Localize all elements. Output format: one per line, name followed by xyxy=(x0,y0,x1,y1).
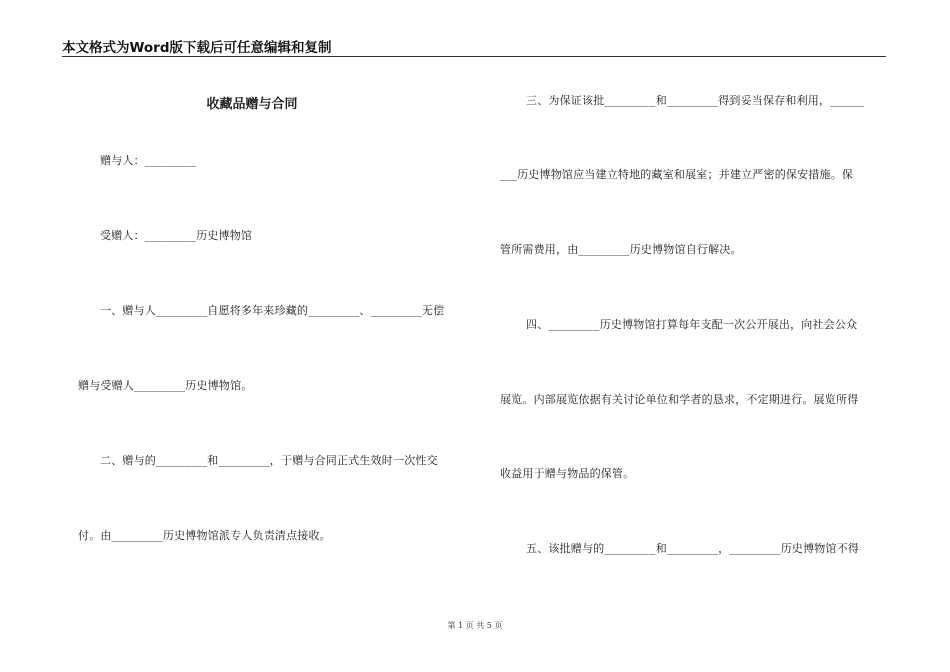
clause-4-line-3: 收益用于赠与物品的保管。 xyxy=(500,467,635,480)
document-title: 收藏品赠与合同 xyxy=(206,97,298,112)
clause-4-line-2: 展览。内部展览依据有关讨论单位和学者的恳求，不定期进行。展览所得 xyxy=(500,393,859,406)
donor-line: 赠与人：_________ xyxy=(100,154,197,167)
clause-4-line-1: 四、_________历史博物馆打算每年支配一次公开展出，向社会公众 xyxy=(526,318,858,331)
clause-3-line-2: ___历史博物馆应当建立特地的藏室和展室；并建立严密的保安措施。保 xyxy=(500,168,854,181)
clause-5-line-1: 五、该批赠与的_________和_________，_________历史博物馆不得 xyxy=(526,542,860,555)
donee-line: 受赠人：_________历史博物馆 xyxy=(100,229,253,242)
clause-1-line-1: 一、赠与人_________自愿将多年来珍藏的_________、_________无偿 xyxy=(100,304,445,317)
page-number: 第 1 页 共 5 页 xyxy=(447,621,503,630)
clause-3-line-1: 三、为保证该批_________和_________得到妥当保存和利用，______ xyxy=(526,94,865,107)
clause-1-line-2: 赠与受赠人_________历史博物馆。 xyxy=(78,379,253,392)
page-header xyxy=(62,34,886,57)
clause-3-line-3: 管所需费用，由_________历史博物馆自行解决。 xyxy=(500,243,742,256)
header-banner: 本文格式为Word版下载后可任意编辑和复制 xyxy=(62,40,332,56)
clause-2-line-2: 付。由_________历史博物馆派专人负责清点接收。 xyxy=(78,529,331,542)
clause-2-line-1: 二、赠与的_________和_________，于赠与合同正式生效时一次性交 xyxy=(100,454,438,467)
